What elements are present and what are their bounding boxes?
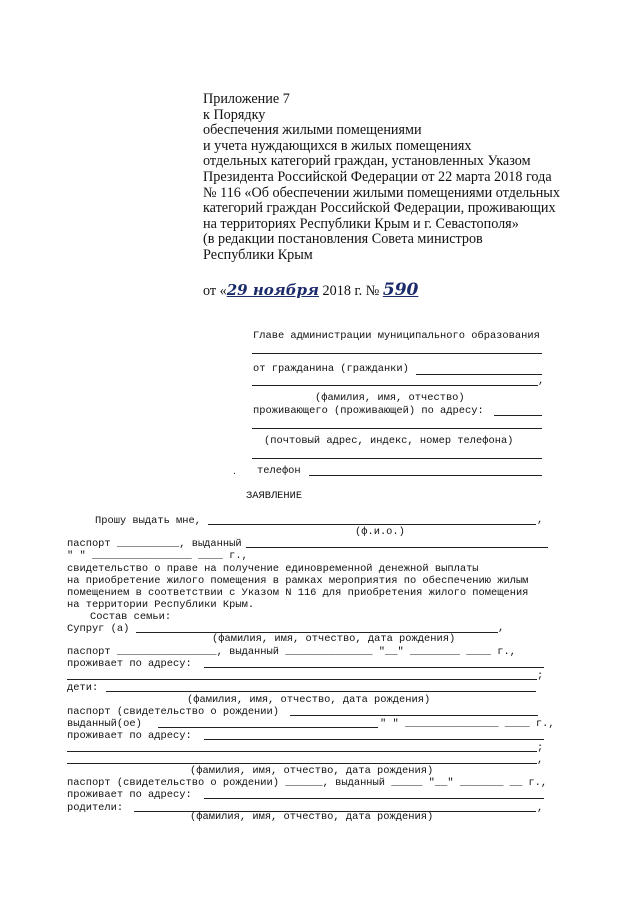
passport-issued-line: паспорт __________, выданный	[67, 538, 242, 550]
header-line: и учета нуждающихся в жилых помещениях	[203, 137, 472, 154]
child2-name-field[interactable]	[67, 763, 537, 764]
family-heading: Состав семьи:	[90, 611, 172, 623]
para-line: помещением в соответствии с Указом N 116 для приобретения жилого помещения	[67, 587, 529, 599]
child-passport-label: паспорт (свидетельство о рождении)	[67, 706, 280, 718]
child2-address-field[interactable]	[204, 798, 544, 799]
fio-caption: (фамилия, имя, отчество)	[315, 392, 465, 404]
header-line: № 116 «Об обеспечении жилыми помещениями отдельных	[203, 184, 560, 201]
child-issued-label: выданный(ое)	[67, 718, 142, 730]
header-line: Республики Крым	[203, 246, 313, 263]
applicant-name-field[interactable]	[208, 524, 536, 525]
spouse-address-field-2[interactable]	[67, 679, 537, 680]
child-address-field-2[interactable]	[67, 751, 537, 752]
child-address-field[interactable]	[204, 739, 544, 740]
header-line: на территориях Республики Крым и г. Севастополя»	[203, 215, 519, 232]
para-line: на территории Республики Крым.	[67, 599, 255, 611]
header-line: обеспечения жилыми помещениями	[203, 122, 422, 139]
date-suffix: 2018 г. №	[322, 283, 380, 299]
lives-label-3: проживает по адресу:	[67, 789, 192, 801]
parents-label: родители:	[67, 802, 124, 814]
handwritten-number: 590	[382, 280, 419, 300]
residing-label: проживающего (проживающей) по адресу:	[253, 405, 484, 417]
address-field-3[interactable]	[252, 458, 542, 459]
spouse-passport-line: паспорт ________________, выданный ______________ "__" ________ ____ г.,	[67, 646, 516, 658]
children-name-field[interactable]	[106, 691, 536, 692]
handwritten-date: 29 ноября	[226, 281, 319, 299]
address-caption: (почтовый адрес, индекс, номер телефона)	[264, 435, 514, 447]
spouse-label: Супруг (а)	[67, 623, 130, 635]
header-line: к Порядку	[203, 106, 266, 123]
parents-caption: (фамилия, имя, отчество, дата рождения)	[190, 811, 434, 823]
spouse-address-field[interactable]	[204, 667, 544, 668]
citizen-name-field[interactable]	[416, 374, 542, 375]
passport-issuer-field[interactable]	[246, 547, 548, 548]
header-line: (в редакции постановления Совета министров	[203, 231, 483, 248]
children-label: дети:	[67, 682, 99, 694]
request-text: Прошу выдать мне,	[95, 515, 202, 527]
from-citizen-label: от гражданина (гражданки)	[253, 363, 409, 375]
passport-3-line: паспорт (свидетельство о рождении) ______, выданный _____ "__" _______ __ г.,	[67, 777, 548, 789]
caption-3: (фамилия, имя, отчество, дата рождения)	[190, 765, 434, 777]
header-line: отдельных категорий граждан, установленных Указом	[203, 153, 531, 170]
date-prefix: от «	[203, 283, 227, 299]
header-line: категорий граждан Российской Федерации, проживающих	[203, 200, 556, 217]
address-field-2[interactable]	[252, 428, 542, 429]
lives-label: проживает по адресу:	[67, 658, 192, 670]
spouse-caption: (фамилия, имя, отчество, дата рождения)	[212, 633, 456, 645]
citizen-name-field-2[interactable]	[252, 385, 538, 386]
decree-date-line	[203, 280, 418, 300]
passport-date-line: " " ________________ ____ г.,	[67, 550, 248, 562]
child-issuer-field[interactable]	[158, 727, 378, 728]
lives-label-2: проживает по адресу:	[67, 730, 192, 742]
child-date-line: " " _______________ ____ г.,	[380, 718, 555, 730]
address-field[interactable]	[494, 415, 542, 416]
addressee-head: Главе администрации муниципального образования	[253, 330, 540, 342]
phone-field[interactable]	[309, 475, 542, 476]
appendix-header	[203, 92, 560, 264]
para-line: свидетельство о праве на получение единовременной денежной выплаты	[67, 563, 479, 575]
header-line: Президента Российской Федерации от 22 марта 2018 года	[203, 168, 552, 185]
header-line: Приложение 7	[203, 91, 290, 107]
municipality-field[interactable]	[252, 353, 542, 354]
fio-short-caption: (ф.и.о.)	[355, 526, 405, 538]
children-caption: (фамилия, имя, отчество, дата рождения)	[187, 694, 431, 706]
para-line: на приобретение жилого помещения в рамках мероприятия по обеспечению жилым	[67, 575, 529, 587]
statement-title: ЗАЯВЛЕНИЕ	[246, 490, 303, 502]
child-passport-field[interactable]	[290, 715, 538, 716]
phone-label: телефон	[257, 465, 301, 477]
